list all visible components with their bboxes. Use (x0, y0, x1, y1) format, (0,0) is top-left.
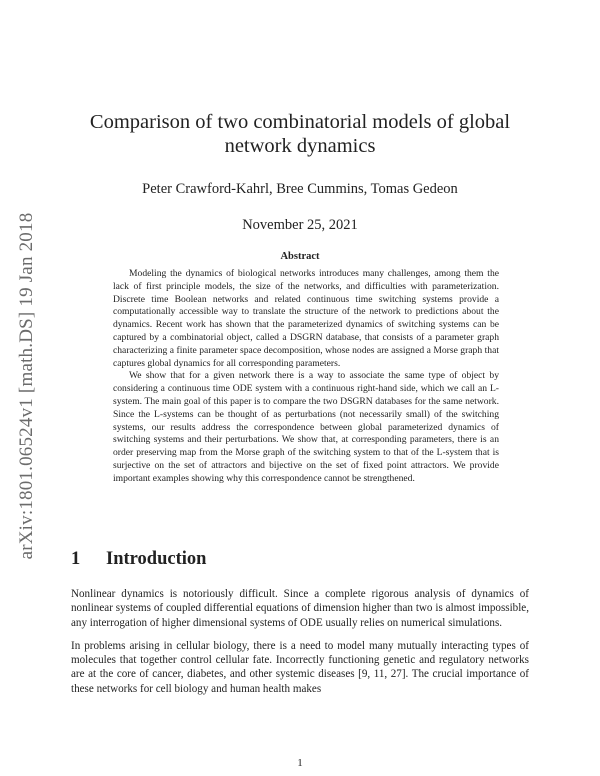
section-number: 1 (71, 549, 81, 569)
section-heading (71, 549, 531, 570)
arxiv-identifier: arXiv:1801.06524v1 [math.DS] 19 Jan 2018 (16, 212, 37, 560)
paper-title: Comparison of two combinatorial models of global network dynamics (89, 111, 511, 157)
paper-date: November 25, 2021 (242, 217, 358, 233)
introduction-body (71, 587, 529, 705)
abstract-paragraph: We show that for a given network there is a way to associate the same type of object by considering a continuous time ODE system with a continuous right-hand side, which we call an L-system. The main goal of this paper is to compare the two DSGRN databases for the same network. Since the L-systems can be thought of as perturbations (not necessarily small) of the switching systems, our results address the correspondence between global parameterized dynamics of switching systems and their perturbations. We show that, at corresponding parameters, there is an order preserving map from the Morse graph of the switching system to that of the L-system that is surjective on the set of attractors and bijective on the set of fixed point attractors. We provide important examples showing why this correspondence cannot be strengthened. (113, 370, 499, 484)
paper-authors: Peter Crawford-Kahrl, Bree Cummins, Tomas Gedeon (142, 181, 458, 197)
abstract-paragraph: Modeling the dynamics of biological networks introduces many challenges, among them the lack of first principle models, the size of the networks, and difficulties with parameterization. Discrete time Boolean networks and related continuous time switching systems provide a computationally accessible way to translate the structure of the network to predictions about the dynamics. Recent work has shown that the parameterized dynamics of switching systems can be captured by a combinatorial object, called a DSGRN database, that consists of a parameter graph characterizing a finite parameter space decomposition, whose nodes are assigned a Morse graph that captures global dynamics for all corresponding parameters. (113, 268, 499, 369)
abstract-body (113, 268, 499, 486)
page-number: 1 (297, 757, 303, 769)
abstract-heading: Abstract (280, 251, 320, 262)
section-title: Introduction (106, 549, 207, 569)
body-paragraph: Nonlinear dynamics is notoriously difficult. Since a complete rigorous analysis of dynamics of nonlinear systems of coupled differential equations of dimension higher than two is almost impossible, any interrogation of higher dimensional systems of ODE usually relies on numerical simulations. (71, 588, 529, 629)
body-paragraph: In problems arising in cellular biology, there is a need to model many mutually interacting types of molecules that together control cellular fate. Incorrectly functioning genetic and regulatory networks are at the core of cancer, diabetes, and other systemic diseases [9, 11, 27]. The crucial importance of these networks for cell biology and human health makes (71, 639, 529, 695)
